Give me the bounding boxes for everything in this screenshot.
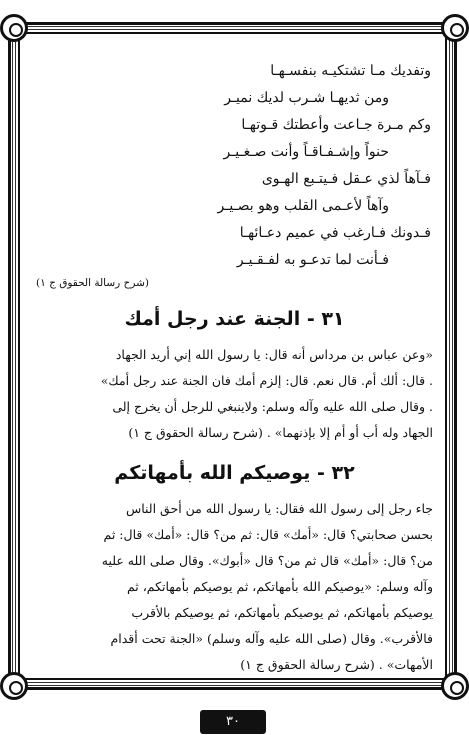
paragraph-line: الأمهات» . (شرح رسالة الحقوق ج ١)	[240, 657, 433, 672]
paragraph-line: من؟ قال: «أمك» قال ثم من؟ قال «أبوك». وقال صلى الله عليه	[101, 553, 433, 568]
page-number: ٣٠	[200, 710, 266, 734]
corner-ornament	[441, 14, 469, 42]
section-heading: ٣٢ - يوصيكم الله بأمهاتكم	[114, 462, 355, 484]
paragraph-line: الجهاد وله أب أو أم إلا بإذنهما» . (شرح رسالة الحقوق ج ١)	[128, 425, 433, 440]
corner-ornament	[0, 672, 28, 700]
poem	[36, 58, 433, 292]
paragraph-line: . قال: ألك أم. قال نعم. قال: إلزم أمك فان الجنة عند رجل أمك»	[100, 373, 433, 388]
corner-ornament	[441, 672, 469, 700]
poem-line: وتفديك مـا تشتكيـه بنفسـهـا	[270, 63, 431, 79]
paragraph-line: فالأقرب». وقال (صلى الله عليه وآله وسلم) «الجنة تحت أقدام	[110, 631, 433, 646]
paragraph-line: جاء رجل إلى رسول الله فقال: يا رسول الله من أحق الناس	[125, 501, 433, 516]
paragraph-line: بحسن صحابتي؟ قال: «أمك» قال: ثم من؟ قال: «أمك» قال: ثم	[103, 527, 433, 542]
paragraph-line: وآله وسلم: «يوصيكم الله بأمهاتكم، ثم يوصيكم بأمهاتكم، ثم	[126, 579, 433, 594]
poem-line: وكم مـرة جـاعت وأعطتك قـوتهـا	[241, 117, 431, 133]
poem-line: فـدونك فـارغب في عميم دعـائهـا	[239, 225, 431, 241]
corner-ornament	[0, 14, 28, 42]
poem-source: (شرح رسالة الحقوق ج ١)	[36, 277, 150, 289]
section-paragraph	[36, 496, 433, 678]
section-heading: ٣١ - الجنة عند رجل أمك	[124, 308, 345, 330]
paragraph-line: «وعن عباس بن مرداس أنه قال: يا رسول الله إني أريد الجهاد	[115, 347, 433, 362]
paragraph-line: . وقال صلى الله عليه وآله وسلم: ولاينبغي للرجل أن يخرج إلى	[112, 399, 433, 414]
page-content	[36, 58, 433, 672]
poem-line: فـآهاً لذي عـقل فـيتـبع الهـوى	[261, 171, 431, 187]
section-31	[36, 306, 433, 446]
poem-line: ومن ثديهـا شـرب لديك نميـر	[224, 90, 389, 106]
paragraph-line: يوصيكم بأمهاتكم، ثم يوصيكم بأمهاتكم، ثم يوصيكم بالأقرب	[131, 605, 433, 620]
poem-line: فـأنت لما تدعـو به لفـقـيـر	[236, 252, 389, 268]
poem-line: وآهاً لأعـمى القلب وهو بصـيـر	[217, 198, 389, 214]
section-paragraph	[36, 342, 433, 446]
section-32	[36, 460, 433, 678]
poem-line: حنواً وإشـفـاقـاً وأنت صـغـيـر	[223, 144, 389, 160]
